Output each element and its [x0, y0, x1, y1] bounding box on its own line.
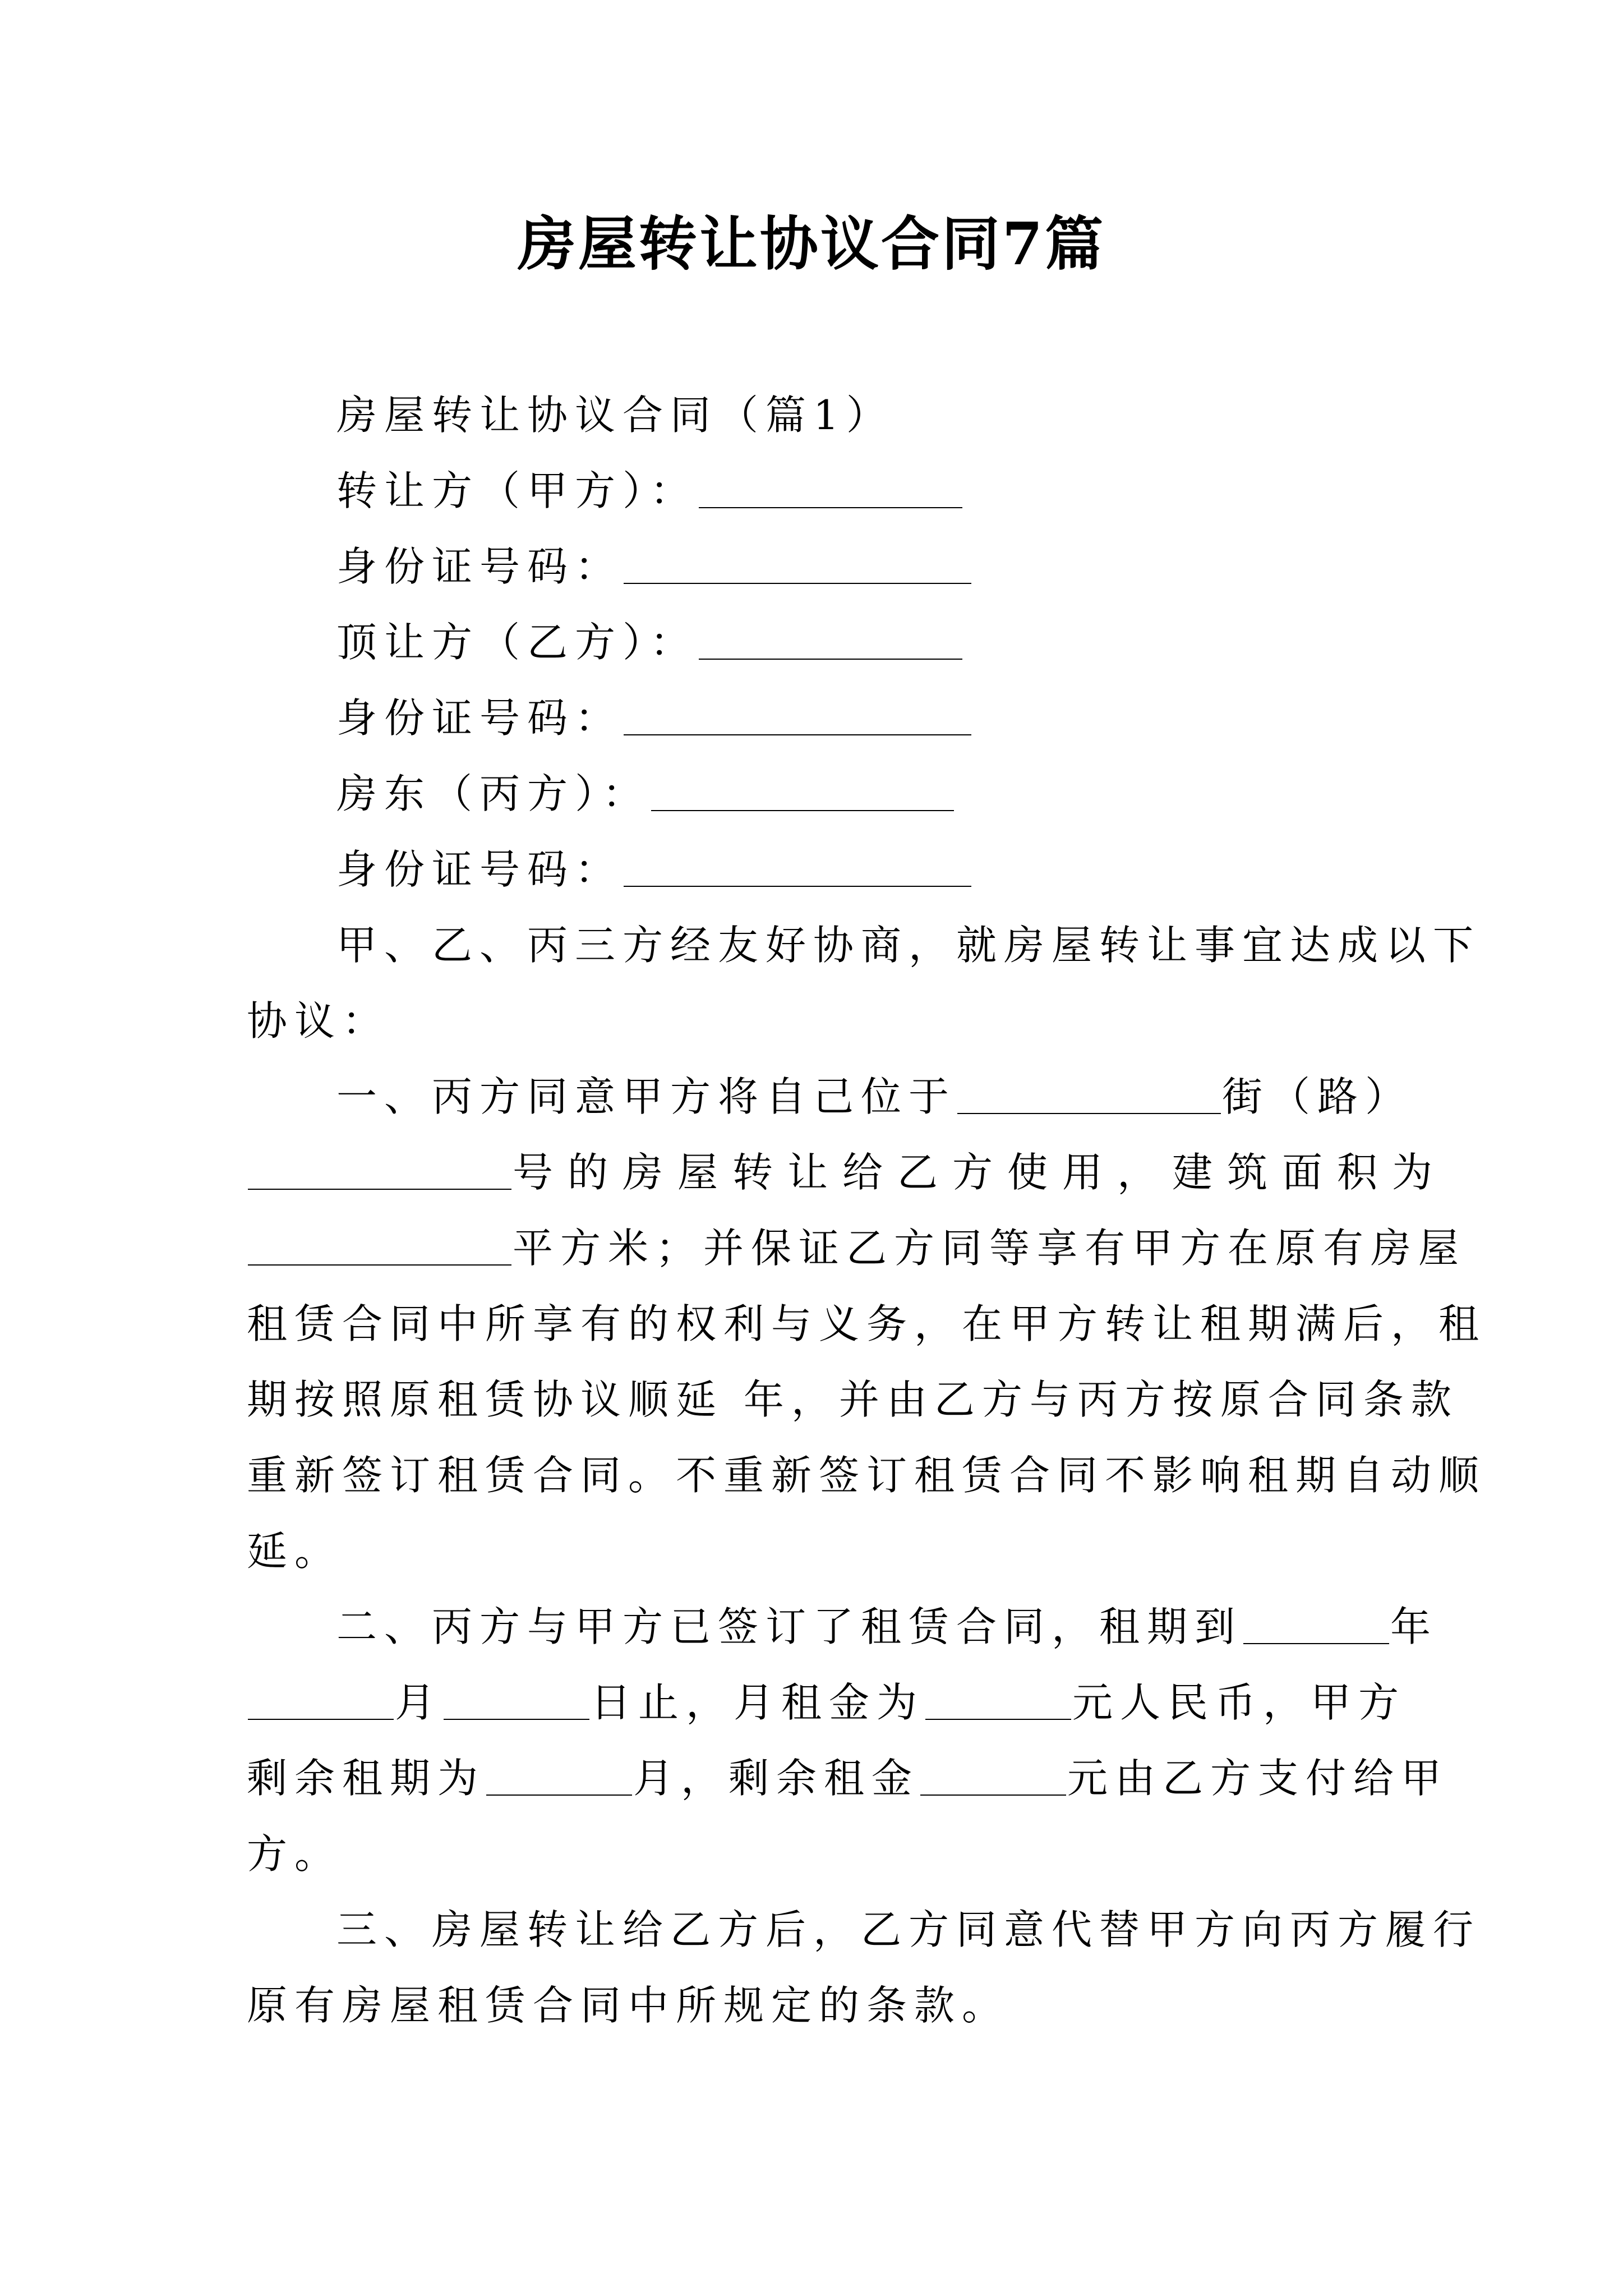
transferor-id-field	[336, 539, 1391, 595]
clause1-line-5: 期按照原租赁协议顺延 年，并由乙方与丙方按原合同条款	[247, 1376, 1459, 1423]
clause2-text-2: 年	[1390, 1603, 1438, 1650]
clause1-text-1: 一、丙方同意甲方将自己位于	[336, 1073, 957, 1120]
landlord-blank	[651, 771, 954, 811]
remaining-rent-blank	[920, 1755, 1066, 1796]
transferee-id-label: 身份证号码：	[336, 694, 623, 742]
clause2-line-3	[247, 1750, 1449, 1806]
remaining-term-blank	[486, 1755, 632, 1796]
clause2-line-4: 方。	[247, 1830, 343, 1878]
transferee-id-field	[336, 690, 1391, 746]
transferee-id-blank	[624, 695, 971, 735]
clause2-text-4: 日止，月租金为	[591, 1679, 925, 1726]
clause2-text-1: 二、丙方与甲方已签订了租赁合同，租期到	[336, 1603, 1243, 1650]
clause1-line-4: 租赁合同中所享有的权利与义务，在甲方转让租期满后，租	[247, 1300, 1487, 1347]
clause1-text-2: 街（路）	[1222, 1073, 1413, 1120]
house-number-blank	[248, 1149, 511, 1190]
clause2-text-8: 元由乙方支付给甲	[1067, 1755, 1449, 1802]
landlord-id-field	[336, 841, 1391, 898]
transferor-field	[336, 463, 1391, 519]
transferor-id-label: 身份证号码：	[336, 543, 623, 590]
clause1-text-4: 平方米；并保证乙方同等享有甲方在原有房屋	[513, 1225, 1467, 1272]
section-heading: 房屋转让协议合同（篇1）	[336, 392, 894, 439]
lease-end-month-blank	[248, 1680, 394, 1720]
clause2-line-2	[247, 1674, 1407, 1731]
area-blank	[248, 1225, 511, 1266]
intro-line-2: 协议：	[247, 997, 390, 1045]
transferor-label: 转让方（甲方）：	[336, 467, 698, 514]
clause2-text-7: 月，剩余租金	[633, 1755, 920, 1802]
document-title: 房屋转让协议合同7篇	[517, 209, 1106, 278]
transferor-id-blank	[624, 544, 971, 584]
landlord-field	[336, 766, 1391, 822]
clause2-text-3: 月	[395, 1679, 443, 1726]
clause2-text-6: 剩余租期为	[247, 1755, 486, 1802]
clause1-line-7: 延。	[247, 1527, 343, 1575]
street-blank	[957, 1074, 1221, 1114]
landlord-id-blank	[624, 846, 971, 887]
landlord-label: 房东（丙方）：	[336, 770, 651, 817]
lease-end-day-blank	[444, 1680, 589, 1720]
transferee-label: 顶让方（乙方）：	[336, 619, 698, 666]
clause1-line-6: 重新签订租赁合同。不重新签订租赁合同不影响租期自动顺	[247, 1452, 1487, 1499]
clause1-line-2	[247, 1144, 1447, 1200]
transferee-blank	[699, 619, 962, 660]
transferor-blank	[699, 468, 962, 508]
monthly-rent-blank	[925, 1680, 1071, 1720]
transferee-field	[336, 614, 1391, 670]
clause2-line-1	[336, 1599, 1438, 1655]
clause1-text-3: 号的房屋转让给乙方使用，建筑面积为	[513, 1149, 1447, 1196]
clause3-line-1: 三、房屋转让给乙方后，乙方同意代替甲方向丙方履行	[336, 1906, 1481, 1953]
lease-end-year-blank	[1243, 1604, 1389, 1644]
clause2-text-5: 元人民币，甲方	[1072, 1679, 1407, 1726]
landlord-id-label: 身份证号码：	[336, 846, 623, 893]
clause1-line-1	[336, 1069, 1413, 1125]
clause1-line-3	[247, 1220, 1467, 1276]
clause3-line-2: 原有房屋租赁合同中所规定的条款。	[247, 1982, 1010, 2029]
intro-line-1: 甲、乙、丙三方经友好协商，就房屋转让事宜达成以下	[336, 922, 1481, 969]
